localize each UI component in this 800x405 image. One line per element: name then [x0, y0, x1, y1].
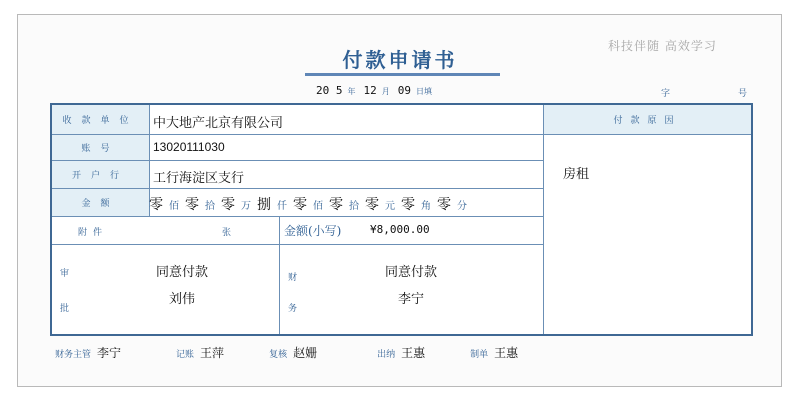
account-value: 13020111030: [153, 140, 225, 154]
footer-signature: [269, 346, 317, 360]
amount-unit: 拾: [205, 201, 215, 212]
footer-label: 财务主管: [55, 350, 92, 360]
amount-unit: 分: [457, 201, 467, 212]
date-day: 09: [397, 84, 411, 97]
amount-uppercase: [149, 194, 473, 214]
number-label-hao: 号: [738, 89, 748, 99]
date-month-unit: 月: [381, 87, 390, 96]
footer-label: 制单: [470, 350, 489, 360]
watermark-text: 科技伴随 高效学习: [608, 39, 717, 53]
amount-digit: 零: [437, 197, 451, 213]
attachment-label: 附件: [78, 228, 109, 238]
row-divider: [52, 244, 544, 245]
finance-person: 李宁: [398, 291, 425, 306]
bank-value: 工行海淀区支行: [153, 170, 245, 185]
finance-label-top: 财: [288, 273, 298, 283]
bank-label: 开户行: [52, 161, 149, 188]
footer-label: 记账: [176, 350, 195, 360]
number-label-zi: 字: [661, 89, 671, 99]
amount-digit: 捌: [257, 197, 271, 213]
footer-name: 王惠: [401, 346, 426, 360]
footer-label: 复核: [269, 350, 288, 360]
account-label: 账号: [52, 135, 149, 160]
footer-label: 出纳: [377, 350, 396, 360]
amount-digit: 零: [221, 197, 235, 213]
payment-table: [50, 103, 753, 336]
amount-digit: 零: [149, 197, 163, 213]
amount-unit: 拾: [349, 201, 359, 212]
approval-person: 刘伟: [169, 291, 196, 306]
approval-label-top: 审: [60, 269, 70, 279]
row-divider: [52, 160, 544, 161]
finance-opinion: 同意付款: [385, 264, 438, 279]
approval-label-bottom: 批: [60, 304, 70, 314]
amount-digit: 零: [293, 197, 307, 213]
date-month: 12: [363, 84, 377, 97]
amount-label: 金额: [52, 189, 149, 216]
payee-value: 中大地产北京有限公司: [153, 115, 284, 130]
amount-unit: 佰: [169, 201, 179, 212]
amount-digit: 零: [365, 197, 379, 213]
amount-digit: 零: [329, 197, 343, 213]
col-divider: [543, 105, 544, 334]
date-year-unit: 年: [347, 87, 356, 96]
attachment-unit: 张: [222, 228, 232, 238]
payee-label: 收款单位: [52, 105, 149, 134]
amount-small-label: 金额(小写): [284, 224, 342, 238]
footer-name: 王萍: [200, 346, 225, 360]
amount-digit: 零: [185, 197, 199, 213]
title-underline: [305, 73, 500, 76]
footer-name: 赵姗: [293, 346, 318, 360]
amount-unit: 角: [421, 201, 431, 212]
footer-name: 李宁: [97, 346, 122, 360]
amount-small-value: ¥8,000.00: [370, 223, 430, 236]
fill-date: [316, 84, 440, 97]
signature-footer: [55, 344, 518, 361]
amount-unit: 元: [385, 201, 395, 212]
approval-opinion: 同意付款: [156, 264, 209, 279]
reason-value: 房租: [563, 166, 590, 181]
row-divider: [52, 134, 751, 135]
amount-unit: 仟: [277, 201, 287, 212]
footer-signature: [377, 346, 425, 360]
footer-name: 王惠: [494, 346, 519, 360]
footer-signature: [55, 346, 121, 360]
amount-unit: 万: [241, 201, 251, 212]
date-year: 20 5: [316, 84, 343, 97]
form-title: 付款申请书: [342, 48, 458, 72]
amount-unit: 佰: [313, 201, 323, 212]
col-divider: [279, 216, 280, 334]
row-divider: [52, 188, 544, 189]
footer-signature: [470, 346, 518, 360]
finance-label-bottom: 务: [288, 304, 298, 314]
amount-digit: 零: [401, 197, 415, 213]
date-day-unit: 日填: [416, 87, 432, 96]
reason-label: 付款原因: [544, 105, 751, 134]
row-divider: [52, 216, 544, 217]
footer-signature: [176, 346, 224, 360]
